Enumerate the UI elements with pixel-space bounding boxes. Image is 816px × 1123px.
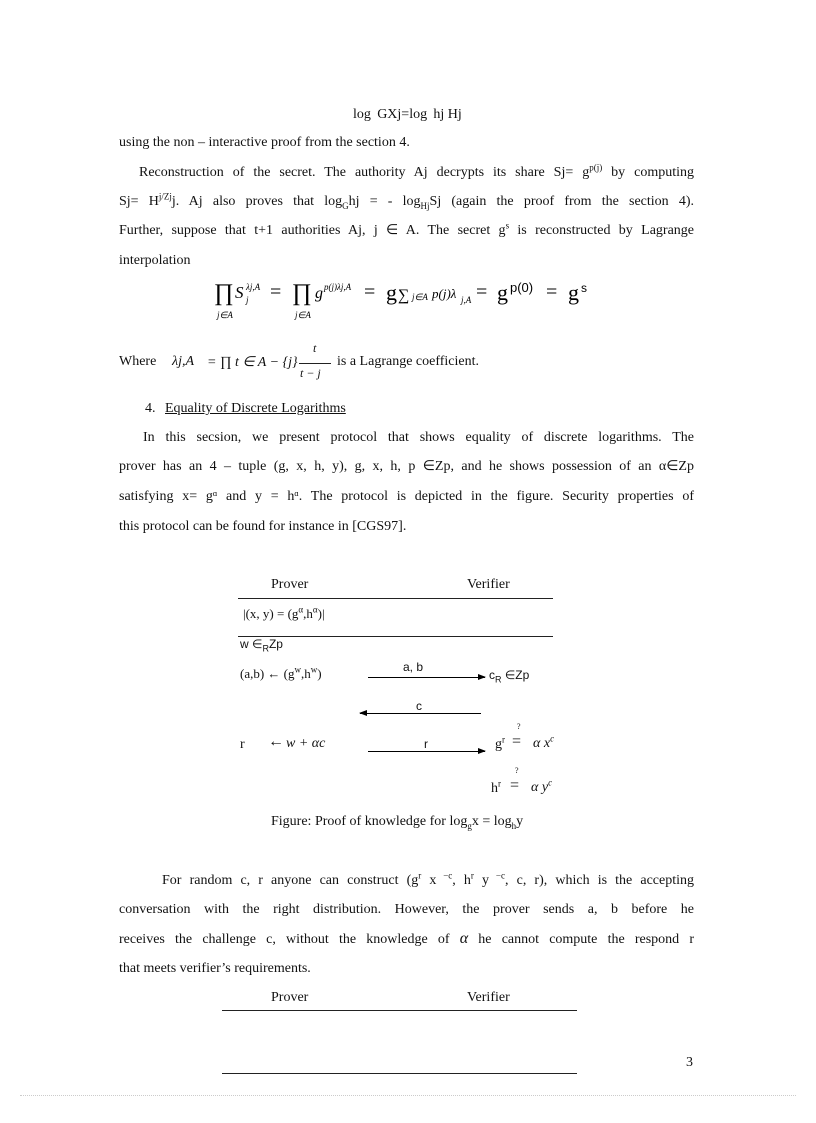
coefficient-tail: is a Lagrange coefficient. [337, 354, 480, 369]
verification-2: $h^r$ [491, 778, 501, 796]
response-r-var: r [240, 737, 245, 752]
prover-label: Prover [271, 990, 309, 1005]
message-c-label: c [416, 699, 422, 713]
header-rule [238, 598, 553, 599]
paragraph-line: In this secsion, we present protocol that shows equality of discrete logarithms. The [143, 430, 694, 445]
svg-text:∏: ∏ [214, 280, 234, 306]
equals-sign: = [510, 777, 520, 794]
prover-label: Prover [271, 577, 309, 592]
paragraph-line: using the non – interactive proof from the section 4. [119, 135, 410, 150]
figure-caption: Figure: Proof of knowledge for $\log_gx = \log_hy$ [271, 814, 524, 831]
svg-text:λj,A: λj,A [246, 282, 261, 292]
svg-text:s: s [581, 281, 587, 295]
left-arrow-icon: ← [268, 733, 284, 750]
paragraph-line: this protocol can be found for instance in [CGS97]. [119, 519, 407, 534]
lagrange-equation [214, 276, 614, 324]
svg-text:j,A: j,A [461, 295, 472, 305]
message-r-label: r [424, 737, 428, 751]
commitment: (a,b) ← $(g^w,h^w)$ [240, 664, 322, 681]
svg-text:g: g [497, 280, 508, 305]
section-title: Equality of Discrete Logarithms [165, 401, 346, 416]
verification-1: $g^r$ [495, 734, 505, 752]
question-mark: ? [515, 766, 519, 775]
paragraph-line: receives the challenge c, without the knowledge of α he cannot compute the respond r [119, 930, 695, 947]
svg-text:S: S [235, 283, 244, 302]
svg-text:∑: ∑ [398, 287, 410, 304]
paragraph-line: prover has an 4 – tuple (g, x, h, y), g, x, h, p ∈Zp, and he shows possession of an α∈Zp [119, 459, 694, 474]
where-label: Where [119, 354, 157, 369]
coefficient-expression: = ∏ t ∈ A − {j} [207, 355, 298, 370]
arrow-r [368, 751, 485, 752]
reconstruction-line-3: Further, suppose that t+1 authorities Aj, j ∈ A. The secret $g^s$ is reconstructed by Lagrange [119, 220, 694, 238]
svg-text:j∈A: j∈A [217, 310, 233, 320]
svg-text:j∈A: j∈A [412, 292, 428, 302]
fraction-denominator: t − j [300, 366, 321, 380]
message-ab-label: a, b [403, 660, 424, 674]
svg-text:j: j [246, 295, 249, 305]
svg-text:=: = [364, 281, 376, 303]
section-number: 4. [145, 401, 156, 416]
page-number: 3 [686, 1055, 693, 1070]
svg-text:g: g [315, 285, 323, 302]
svg-text:p(j)λ: p(j)λ [432, 286, 457, 301]
top-equation: log GXj=log hj Hj [353, 107, 462, 122]
svg-text:=: = [476, 281, 488, 303]
svg-text:=: = [270, 281, 282, 303]
reconstruction-line-2: $Sj= H^{j/Zj}j$. Aj also proves that $\log_Ghj$ = - $\log_{Hj}Sj$ (again the proof from the section 4). [119, 191, 694, 211]
table-rule [222, 1010, 577, 1011]
fraction-numerator: t [313, 341, 317, 355]
random-w: w $\in_RZp$ [240, 637, 283, 654]
lagrange-equation-drawing [214, 276, 614, 324]
challenge-choice: $c_R$ ∈Zp [489, 668, 530, 685]
reconstruction-line-4: interpolation [119, 253, 191, 268]
page-border-dots [20, 1095, 796, 1096]
given-statement: |(x, $y) = (g^\alpha,h^\alpha)|$ [243, 604, 325, 621]
given-rule [238, 636, 553, 637]
verification-2-rhs: α $y^c$ [531, 777, 553, 795]
verification-1-rhs: α $x^c$ [533, 733, 555, 751]
verifier-label: Verifier [467, 990, 510, 1005]
svg-text:g: g [386, 280, 397, 305]
question-mark: ? [517, 722, 521, 731]
paragraph-line: For random c, r anyone can construct ($g^r$ x $^{-c}$, $h^r$ y $^{-c}$, c, r), which is the accepting [162, 870, 695, 888]
equals-sign: = [512, 733, 522, 750]
svg-text:p(0): p(0) [510, 280, 534, 295]
paragraph-line: that meets verifier’s requirements. [119, 961, 311, 976]
verifier-label: Verifier [467, 577, 510, 592]
arrow-c [360, 713, 481, 714]
svg-text:g: g [568, 280, 579, 305]
lagrange-coefficient-line [119, 341, 539, 384]
lambda-symbol: λj,A [172, 354, 195, 369]
svg-text:p(j)λj,A: p(j)λj,A [324, 282, 352, 292]
table-rule [222, 1073, 577, 1074]
svg-text:=: = [546, 281, 558, 303]
reconstruction-line-1: Reconstruction of the secret. The authority Aj decrypts its share $Sj= g^{p(j)}$ by computing [139, 162, 694, 180]
response-expression: w + αc [286, 736, 326, 751]
paragraph-line: conversation with the right distribution. However, the prover sends a, b before he [119, 902, 694, 917]
paragraph-line: satisfying x= gᵅ and y = hᵅ. The protocol is depicted in the figure. Security properties of [119, 489, 694, 504]
arrow-ab [368, 677, 485, 678]
fraction-bar [299, 363, 331, 364]
svg-text:j∈A: j∈A [295, 310, 311, 320]
section-heading [145, 401, 346, 417]
svg-text:∏: ∏ [292, 280, 312, 306]
